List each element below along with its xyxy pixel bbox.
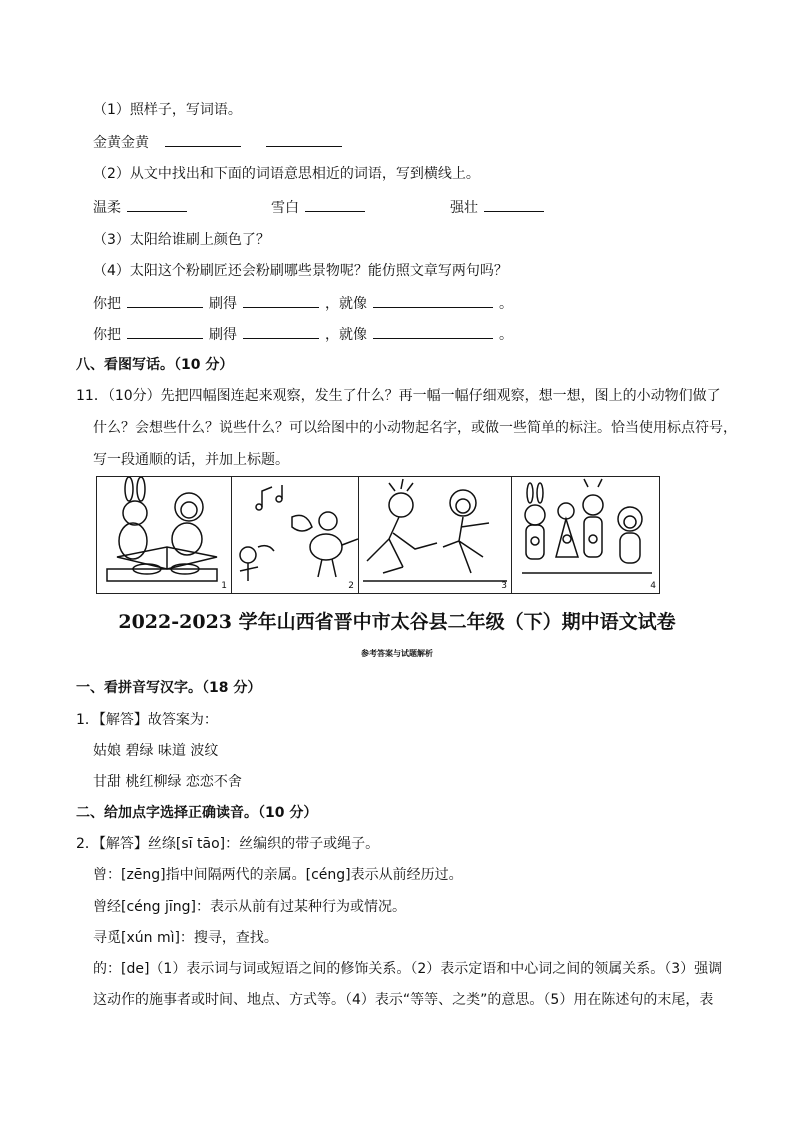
answer-2-line-6: 这动作的施事者或时间、地点、方式等。（4）表示“等等、之类”的意思。（5）用在陈述句的末尾，表 — [93, 992, 714, 1008]
comic-panel-1 — [97, 477, 232, 593]
word-qiangzhuang: 强壮 — [450, 200, 478, 216]
word-xuebai: 雪白 — [271, 200, 299, 216]
question-4: （4）太阳这个粉刷匠还会粉刷哪些景物呢？能仿照文章写两句吗？ — [93, 263, 508, 279]
q11-line-2: 什么？会想些什么？说些什么？可以给图中的小动物起名字，或做一些简单的标注。恰当使用标点符号， — [93, 420, 737, 436]
q11-line-3: 写一段通顺的话，并加上标题。 — [93, 452, 289, 468]
answer-blank[interactable] — [243, 293, 319, 308]
answer-2-line-3: 曾经[céng jīng]：表示从前有过某种行为或情况。 — [93, 899, 406, 915]
synonym-row — [450, 197, 550, 218]
panel-number: 3 — [501, 581, 507, 591]
example-row — [93, 132, 348, 153]
fill-text: 。 — [499, 296, 513, 312]
section-1-heading: 一、看拼音写汉字。（18 分） — [76, 680, 262, 696]
deer-chasing-monkey-illustration — [359, 477, 511, 593]
answer-blank[interactable] — [243, 324, 319, 339]
question-1: （1）照样子，写词语。 — [93, 102, 242, 118]
answer-2-line-5: 的：[de]（1）表示词与词或短语之间的修饰关系。（2）表示定语和中心词之间的领属关系。（3）强调 — [93, 961, 723, 977]
answer-blank[interactable] — [373, 293, 493, 308]
fill-text: 。 — [499, 327, 513, 343]
answer-blank[interactable] — [373, 324, 493, 339]
fill-text: 刷得 — [209, 327, 237, 343]
bird-singing-illustration — [232, 477, 358, 593]
answer-blank[interactable] — [127, 324, 203, 339]
page-subtitle: 参考答案与试题解析 — [361, 649, 433, 658]
answer-blank[interactable] — [165, 132, 241, 147]
rabbit-monkey-reading-illustration — [97, 477, 231, 593]
section-2-heading: 二、给加点字选择正确读音。（10 分） — [76, 805, 318, 821]
fill-text: 你把 — [93, 296, 121, 312]
answer-1-head: 1．【解答】故答案为： — [76, 712, 218, 728]
page-title: 2022-2023 学年山西省晋中市太谷县二年级（下）期中语文试卷 — [118, 611, 676, 633]
answer-blank[interactable] — [127, 293, 203, 308]
synonym-row — [93, 197, 193, 218]
example-word: 金黄金黄 — [93, 135, 149, 151]
comic-panel-3 — [359, 477, 512, 593]
panel-number: 2 — [348, 581, 354, 591]
answer-blank[interactable] — [127, 197, 187, 212]
animals-with-medals-illustration — [512, 477, 660, 593]
answer-blank[interactable] — [484, 197, 544, 212]
answer-blank[interactable] — [266, 132, 342, 147]
answer-1-line-2: 甘甜 桃红柳绿 恋恋不舍 — [93, 774, 242, 790]
word-wenrou: 温柔 — [93, 200, 121, 216]
fill-row-1 — [93, 293, 513, 314]
answer-1-line-1: 姑娘 碧绿 味道 波纹 — [93, 743, 219, 759]
answer-2-line-2: 曾：[zēng]指中间隔两代的亲属。[céng]表示从前经历过。 — [93, 867, 463, 883]
fill-text: 你把 — [93, 327, 121, 343]
fill-text: ，就像 — [325, 296, 367, 312]
comic-panel-2 — [232, 477, 359, 593]
fill-text: ，就像 — [325, 327, 367, 343]
panel-number: 4 — [650, 581, 656, 591]
comic-strip — [96, 476, 660, 594]
section-8-heading: 八、看图写话。（10 分） — [76, 357, 234, 373]
q11-line-1: 11．（10分）先把四幅图连起来观察，发生了什么？再一幅一幅仔细观察，想一想，图上的小动物们做了 — [76, 388, 721, 404]
panel-number: 1 — [221, 581, 227, 591]
question-3: （3）太阳给谁刷上颜色了？ — [93, 232, 270, 248]
answer-2-line-4: 寻觅[xún mì]：搜寻，查找。 — [93, 930, 278, 946]
answer-blank[interactable] — [305, 197, 365, 212]
question-2: （2）从文中找出和下面的词语意思相近的词语，写到横线上。 — [93, 166, 480, 182]
fill-row-2 — [93, 324, 513, 345]
answer-2-line-1: 2．【解答】丝绦[sī tāo]：丝编织的带子或绳子。 — [76, 836, 380, 852]
comic-panel-4 — [512, 477, 660, 593]
synonym-row — [271, 197, 371, 218]
fill-text: 刷得 — [209, 296, 237, 312]
